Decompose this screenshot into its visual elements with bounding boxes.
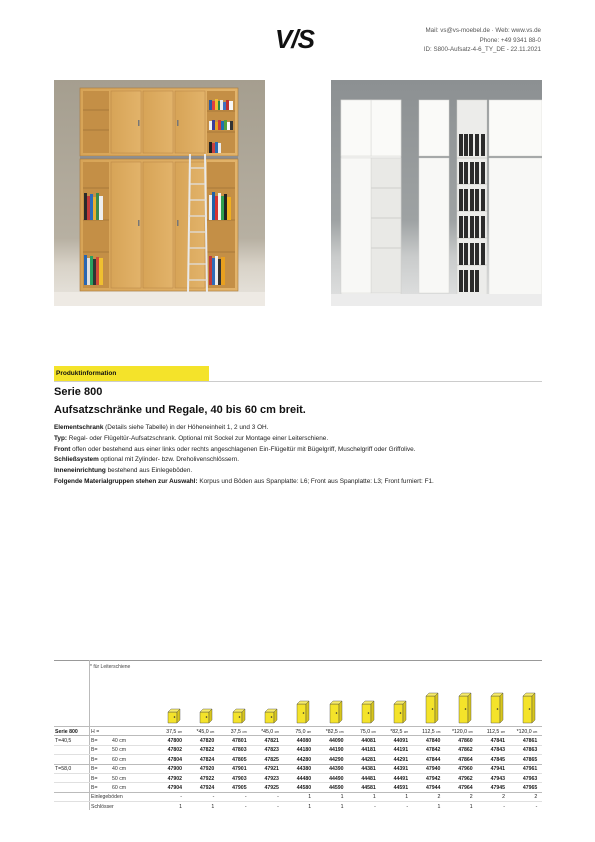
article-number-cell: 44481: [361, 775, 376, 782]
table-row: [54, 801, 542, 811]
shelves-cell: 1: [308, 794, 312, 801]
row-width-label: 60 cm: [112, 784, 127, 791]
article-number-cell: 47901: [232, 766, 247, 773]
cabinet-size-icon: [360, 687, 390, 727]
contact-mail: Mail: vs@vs-moebel.de · Web: www.vs.de: [425, 27, 541, 34]
shelves-cell: 1: [372, 794, 376, 801]
shelves-cell: -: [212, 794, 215, 801]
locks-cell: 1: [437, 803, 441, 810]
shelves-cell: -: [180, 794, 182, 801]
locks-cell: -: [277, 803, 279, 810]
article-number-cell: 44281: [361, 756, 376, 763]
table-row: [54, 764, 542, 774]
cabinet-size-icon: [231, 687, 261, 727]
article-number-cell: 47962: [458, 775, 473, 782]
article-number-cell: 44091: [393, 737, 409, 744]
shelves-cell: 2: [534, 794, 538, 801]
article-number-cell: 47905: [232, 784, 247, 791]
shelves-cell: 1: [405, 794, 409, 801]
row-label: H =: [91, 728, 100, 735]
row-label: B=: [91, 775, 98, 782]
article-number-cell: 44080: [296, 737, 312, 744]
locks-cell: -: [244, 803, 247, 810]
shelves-cell: 2: [502, 794, 505, 801]
article-number-cell: 44591: [393, 784, 409, 791]
article-number-cell: 44191: [393, 747, 409, 754]
table-row: [54, 754, 542, 764]
series-title: Serie 800: [54, 386, 103, 398]
article-number-cell: 47963: [522, 775, 538, 782]
height-cell: *82,5 cm: [325, 728, 344, 735]
locks-cell: -: [406, 803, 409, 810]
wood-cabinets-photo: [54, 80, 265, 306]
article-number-cell: 44390: [329, 766, 344, 773]
article-number-cell: 44180: [296, 747, 312, 754]
cabinet-size-icon: [392, 687, 422, 727]
article-number-cell: 44590: [329, 784, 344, 791]
article-number-cell: 47860: [458, 737, 473, 744]
article-number-cell: 47923: [264, 775, 279, 782]
height-cell: *45,0 cm: [196, 728, 215, 735]
article-number-cell: 47940: [425, 766, 441, 773]
white-cabinets-illustration: [331, 80, 542, 306]
desc-front: Front offen oder bestehend aus einer links oder rechts angeschlagenen Ein-Flügeltür mit Bügelgriff, Muschelgriff oder Griffolive.: [54, 445, 416, 453]
row-label: Einlegeböden: [91, 794, 123, 801]
product-subtitle: Aufsatzschränke und Regale, 40 bis 60 cm breit.: [54, 404, 306, 416]
cabinet-size-icon: [457, 687, 487, 727]
article-number-cell: 47805: [232, 756, 247, 763]
locks-cell: 1: [340, 803, 344, 810]
row-label: B=: [91, 747, 98, 754]
article-number-cell: 47840: [425, 737, 441, 744]
table-row: [54, 726, 542, 736]
row-width-label: 50 cm: [112, 747, 127, 754]
article-number-cell: 47801: [232, 737, 247, 744]
white-cabinets-photo: [331, 80, 542, 306]
section-label-bar: [54, 366, 209, 381]
article-number-cell: 47902: [167, 775, 182, 782]
wood-cabinets-illustration: [54, 80, 265, 306]
table-row: [54, 745, 542, 755]
article-number-cell: 44280: [296, 756, 312, 763]
row-label: Schlösser: [91, 803, 114, 810]
article-number-cell: 44581: [361, 784, 376, 791]
article-number-cell: 44490: [329, 775, 344, 782]
cabinet-size-icon: [489, 687, 519, 727]
article-number-cell: 47845: [490, 756, 505, 763]
article-number-cell: 44181: [361, 747, 376, 754]
article-number-cell: 47820: [199, 737, 215, 744]
article-number-cell: 47843: [490, 747, 505, 754]
vs-logo: V/S: [275, 24, 314, 54]
article-number-cell: 47921: [264, 766, 279, 773]
table-row: [54, 773, 542, 783]
article-number-cell: 47864: [458, 756, 473, 763]
divider: [54, 381, 542, 382]
row-label: B=: [91, 756, 98, 763]
height-cell: 75,0 cm: [295, 728, 312, 735]
article-number-cell: 47944: [425, 784, 441, 791]
article-number-cell: 47823: [264, 747, 279, 754]
article-number-cell: 47924: [199, 784, 215, 791]
article-number-cell: 44580: [296, 784, 312, 791]
article-number-cell: 47865: [522, 756, 538, 763]
document-id: ID: S800-Aufsatz-4-6_TY_DE - 22.11.2021: [423, 46, 541, 53]
article-number-cell: 47925: [264, 784, 279, 791]
product-description: [54, 423, 542, 488]
article-number-cell: 47803: [232, 747, 247, 754]
height-cell: *45,0 cm: [261, 728, 279, 735]
cabinet-size-icon: [521, 687, 551, 727]
article-number-cell: 47945: [490, 784, 505, 791]
article-number-cell: 44391: [393, 766, 409, 773]
locks-cell: -: [535, 803, 538, 810]
article-number-cell: 47965: [522, 784, 538, 791]
row-group-label: T=58,0: [55, 766, 72, 773]
article-number-cell: 47961: [522, 766, 538, 773]
article-number-cell: 44190: [329, 747, 344, 754]
cabinet-size-icon: [166, 687, 196, 727]
article-number-cell: 47824: [199, 756, 215, 763]
locks-cell: 1: [179, 803, 182, 810]
row-label: B=: [91, 766, 98, 773]
shelves-cell: -: [277, 794, 279, 801]
article-number-cell: 44090: [329, 737, 344, 744]
article-number-cell: 47862: [458, 747, 473, 754]
shelves-cell: 1: [340, 794, 344, 801]
locks-cell: -: [503, 803, 505, 810]
article-number-cell: 47825: [264, 756, 279, 763]
article-number-cell: 47841: [490, 737, 505, 744]
article-number-cell: 44480: [296, 775, 312, 782]
height-cell: 37,5 cm: [166, 728, 182, 735]
article-number-cell: 47802: [167, 747, 182, 754]
cabinet-size-icon: [198, 687, 228, 727]
desc-element: Elementschrank (Details siehe Tabelle) in der Höheneinheit 1, 2 und 3 OH.: [54, 424, 269, 431]
article-number-cell: 47922: [199, 775, 215, 782]
shelves-cell: -: [244, 794, 247, 801]
article-number-cell: 47863: [522, 747, 538, 754]
desc-lock: Schließsystem optional mit Zylinder- bzw. Dreholivenschlössern.: [54, 456, 240, 464]
shelves-cell: 2: [469, 794, 473, 801]
shelves-cell: 2: [437, 794, 441, 801]
article-number-cell: 47920: [199, 766, 215, 773]
article-number-cell: 47943: [490, 775, 505, 782]
locks-cell: 1: [211, 803, 215, 810]
article-number-cell: 47904: [167, 784, 182, 791]
ladder-note: * für Leiterschiene: [90, 664, 131, 670]
article-number-cell: 47941: [490, 766, 505, 773]
article-table: [54, 660, 542, 810]
row-label: B=: [91, 784, 98, 791]
desc-typ: Typ: Regal- oder Flügeltür-Aufsatzschrank. Optional mit Sockel zur Montage einer Leiterschiene.: [54, 434, 329, 442]
cabinet-size-icon: [263, 687, 293, 727]
table-icon-header: [54, 660, 542, 726]
row-width-label: 40 cm: [112, 766, 127, 773]
row-group-label: T=40,5: [55, 737, 72, 744]
article-number-cell: 47821: [264, 737, 279, 744]
article-number-cell: 47964: [458, 784, 473, 791]
row-width-label: 60 cm: [112, 756, 127, 763]
desc-inner: Inneneinrichtung bestehend aus Einlegeböden.: [54, 467, 193, 475]
article-number-cell: 47942: [425, 775, 441, 782]
height-cell: 112,5 cm: [422, 728, 441, 735]
height-cell: *120,0 cm: [451, 728, 473, 735]
article-number-cell: 47960: [458, 766, 473, 773]
article-number-cell: 47900: [167, 766, 182, 773]
contact-info: [424, 26, 541, 55]
locks-cell: -: [374, 803, 376, 810]
article-number-cell: 44491: [393, 775, 409, 782]
article-number-cell: 47844: [425, 756, 441, 763]
row-width-label: 40 cm: [112, 737, 127, 744]
row-width-label: 50 cm: [112, 775, 127, 782]
article-number-cell: 47903: [232, 775, 247, 782]
cabinet-size-icon: [295, 687, 325, 727]
row-group-label: Serie 800: [55, 728, 78, 735]
desc-material: Folgende Materialgruppen stehen zur Auswahl: Korpus und Böden aus Spanplatte: L6; Front aus Spanplatte: L3; Front furniert: F1.: [54, 477, 434, 485]
table-row: [54, 792, 542, 802]
height-cell: *82,5 cm: [390, 728, 409, 735]
table-row: [54, 735, 542, 745]
article-number-cell: 44291: [393, 756, 409, 763]
height-cell: 112,5 cm: [486, 728, 505, 735]
row-label: B=: [91, 737, 98, 744]
section-label: Produktinformation: [56, 370, 117, 377]
article-number-cell: 47861: [522, 737, 538, 744]
article-number-cell: 44081: [361, 737, 376, 744]
table-row: [54, 782, 542, 792]
cabinet-size-icon: [424, 687, 454, 727]
height-cell: 75,0 cm: [360, 728, 376, 735]
height-cell: 37,5 cm: [230, 728, 247, 735]
article-number-cell: 44380: [296, 766, 312, 773]
article-number-cell: 44290: [329, 756, 344, 763]
article-number-cell: 47842: [425, 747, 441, 754]
locks-cell: 1: [469, 803, 473, 810]
article-number-cell: 44381: [361, 766, 376, 773]
article-number-cell: 47804: [167, 756, 182, 763]
article-number-cell: 47822: [199, 747, 215, 754]
cabinet-size-icon: [328, 687, 358, 727]
locks-cell: 1: [308, 803, 312, 810]
contact-phone: Phone: +49 9341 88-0: [479, 36, 541, 44]
height-cell: *120,0 cm: [516, 728, 538, 735]
article-number-cell: 47800: [167, 737, 182, 744]
